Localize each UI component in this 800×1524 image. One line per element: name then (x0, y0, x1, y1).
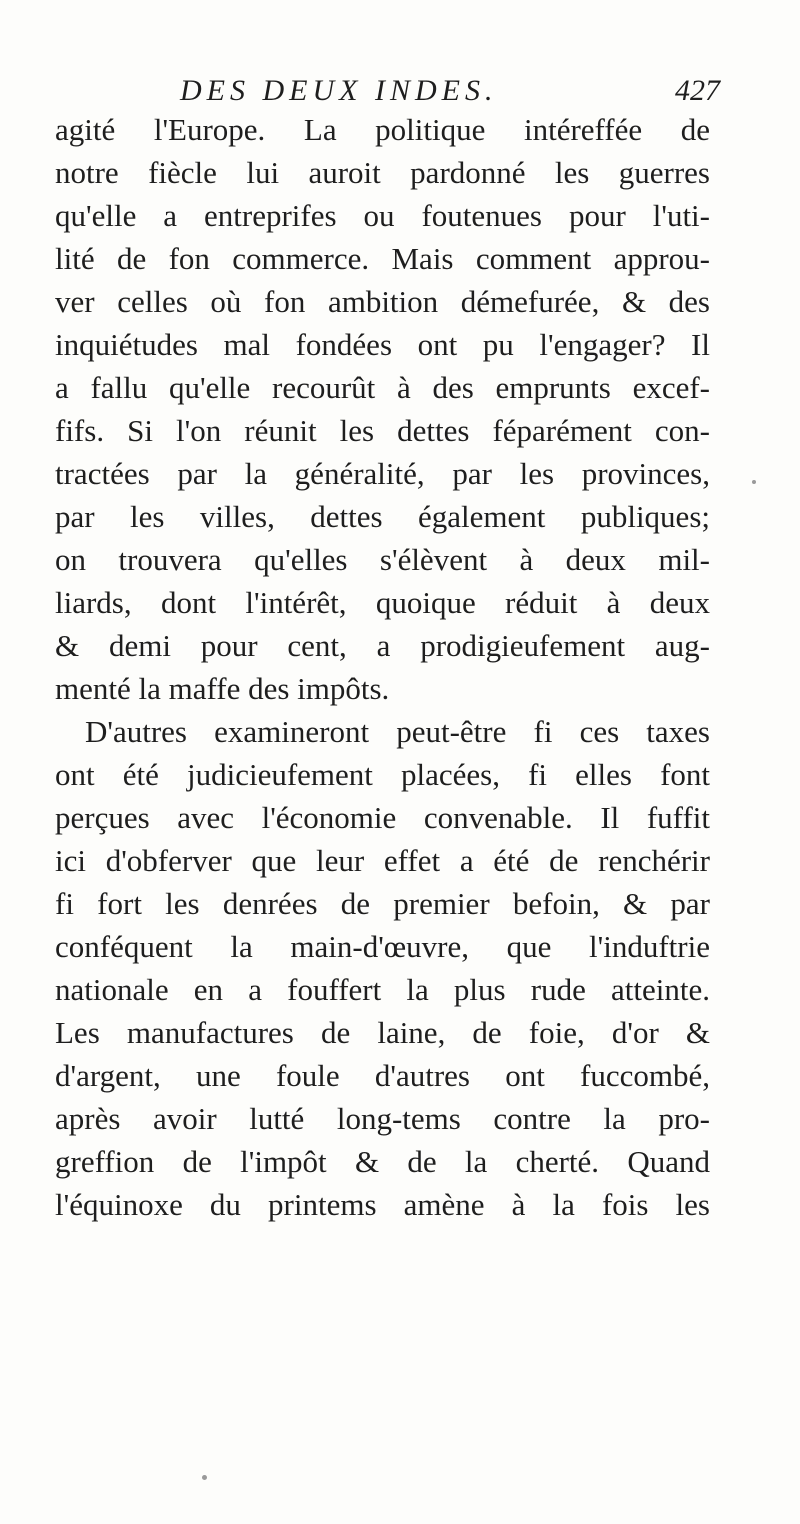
text-line: après avoir lutté long-tems contre la pro- (55, 1101, 710, 1136)
text-line: inquiétudes mal fondées ont pu l'engager? Il (55, 327, 710, 362)
text-line: perçues avec l'économie convenable. Il fuffit (55, 800, 710, 835)
text-line: notre fiècle lui auroit pardonné les guerres (55, 155, 710, 190)
text-line: liards, dont l'intérêt, quoique réduit à deux (55, 585, 710, 620)
text-line: Les manufactures de laine, de foie, d'or & (55, 1015, 710, 1050)
text-line: d'argent, une foule d'autres ont fuccombé, (55, 1058, 710, 1093)
text-line: nationale en a fouffert la plus rude atteinte. (55, 972, 710, 1007)
ink-speck (752, 480, 756, 484)
text-line: & demi pour cent, a prodigieufement aug- (55, 628, 710, 663)
text-line: par les villes, dettes également publiques; (55, 499, 710, 534)
text-line: fi fort les denrées de premier befoin, & par (55, 886, 710, 921)
body-text (55, 108, 710, 1226)
running-head: DES DEUX INDES. (180, 74, 498, 107)
text-line: ici d'obferver que leur effet a été de renchérir (55, 843, 710, 878)
text-line: D'autres examineront peut-être fi ces taxes (85, 714, 710, 749)
text-line: fifs. Si l'on réunit les dettes féparément con- (55, 413, 710, 448)
ink-speck (202, 1475, 207, 1480)
page-number: 427 (675, 74, 720, 107)
text-line: greffion de l'impôt & de la cherté. Quand (55, 1144, 710, 1179)
text-line: a fallu qu'elle recourût à des emprunts excef- (55, 370, 710, 405)
text-line: on trouvera qu'elles s'élèvent à deux mil- (55, 542, 710, 577)
text-line: tractées par la généralité, par les provinces, (55, 456, 710, 491)
text-line: ver celles où fon ambition démefurée, & des (55, 284, 710, 319)
text-line: qu'elle a entreprifes ou foutenues pour l'uti- (55, 198, 710, 233)
text-line: lité de fon commerce. Mais comment approu- (55, 241, 710, 276)
text-line: conféquent la main-d'œuvre, que l'induftrie (55, 929, 710, 964)
text-line: ont été judicieufement placées, fi elles font (55, 757, 710, 792)
text-line: agité l'Europe. La politique intéreffée de (55, 112, 710, 147)
text-line: l'équinoxe du printems amène à la fois les (55, 1187, 710, 1222)
text-line: menté la maffe des impôts. (55, 671, 390, 706)
